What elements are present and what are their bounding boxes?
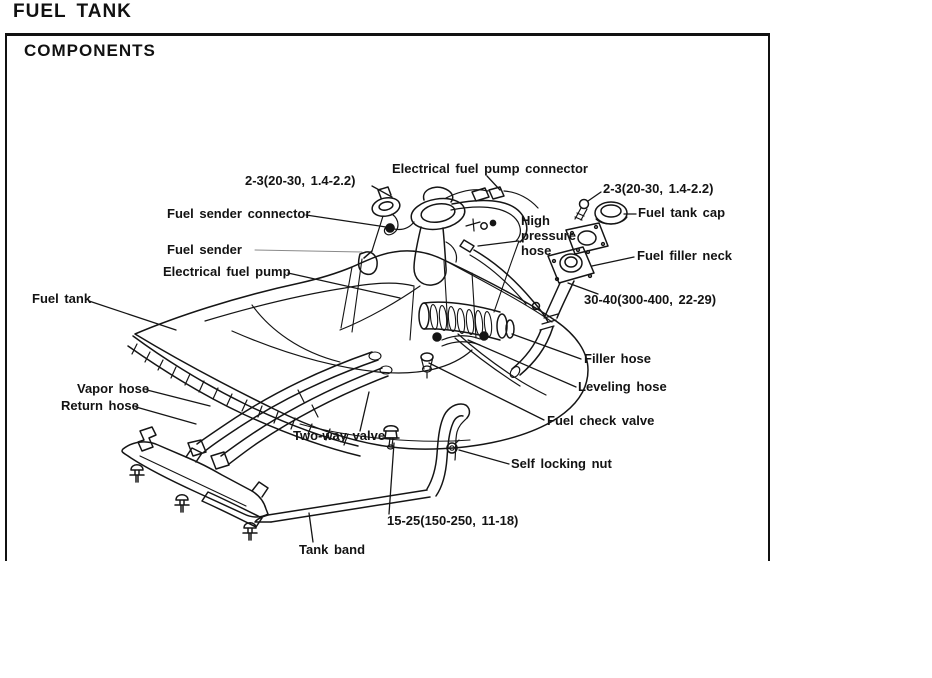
return-hose-drawing: [211, 368, 388, 469]
label-fuel-tank: Fuel tank: [32, 291, 92, 306]
label-return-hose: Return hose: [61, 398, 139, 413]
fuel-check-valve-drawing: [421, 353, 433, 378]
label-fuel-sender-connector: Fuel sender connector: [167, 206, 311, 221]
band-bracket-drawing: [122, 427, 268, 540]
filler-hose-drawing: [419, 302, 514, 346]
label-self-locking-nut: Self locking nut: [511, 456, 612, 471]
label-two-way-valve: Two-way valve: [293, 428, 386, 443]
label-high-pressure-hose: High pressure hose: [521, 213, 576, 258]
label-electrical-fuel-pump: Electrical fuel pump: [163, 264, 291, 279]
label-fuel-check-valve: Fuel check valve: [547, 413, 655, 428]
fuel-pump-drawing: [409, 187, 527, 285]
label-fuel-filler-neck: Fuel filler neck: [637, 248, 733, 263]
label-electrical-fuel-pump-connector: Electrical fuel pump connector: [392, 161, 588, 176]
label-torque-neck: 30-40(300-400, 22-29): [584, 292, 717, 307]
section-title: COMPONENTS: [24, 41, 156, 60]
label-leveling-hose: Leveling hose: [578, 379, 667, 394]
tank-outline: [128, 251, 588, 456]
label-fuel-tank-cap: Fuel tank cap: [638, 205, 726, 220]
label-torque-filler-cap: 2-3(20-30, 1.4-2.2): [603, 181, 714, 196]
page-title: FUEL TANK: [13, 1, 132, 22]
label-vapor-hose: Vapor hose: [77, 381, 150, 396]
label-tank-band: Tank band: [299, 542, 366, 557]
leveling-hose-drawing: [455, 334, 546, 395]
label-filler-hose: Filler hose: [584, 351, 652, 366]
label-fuel-sender: Fuel sender: [167, 242, 242, 257]
label-torque-band: 15-25(150-250, 11-18): [387, 513, 519, 528]
label-torque-pump: 2-3(20-30, 1.4-2.2): [245, 173, 356, 188]
